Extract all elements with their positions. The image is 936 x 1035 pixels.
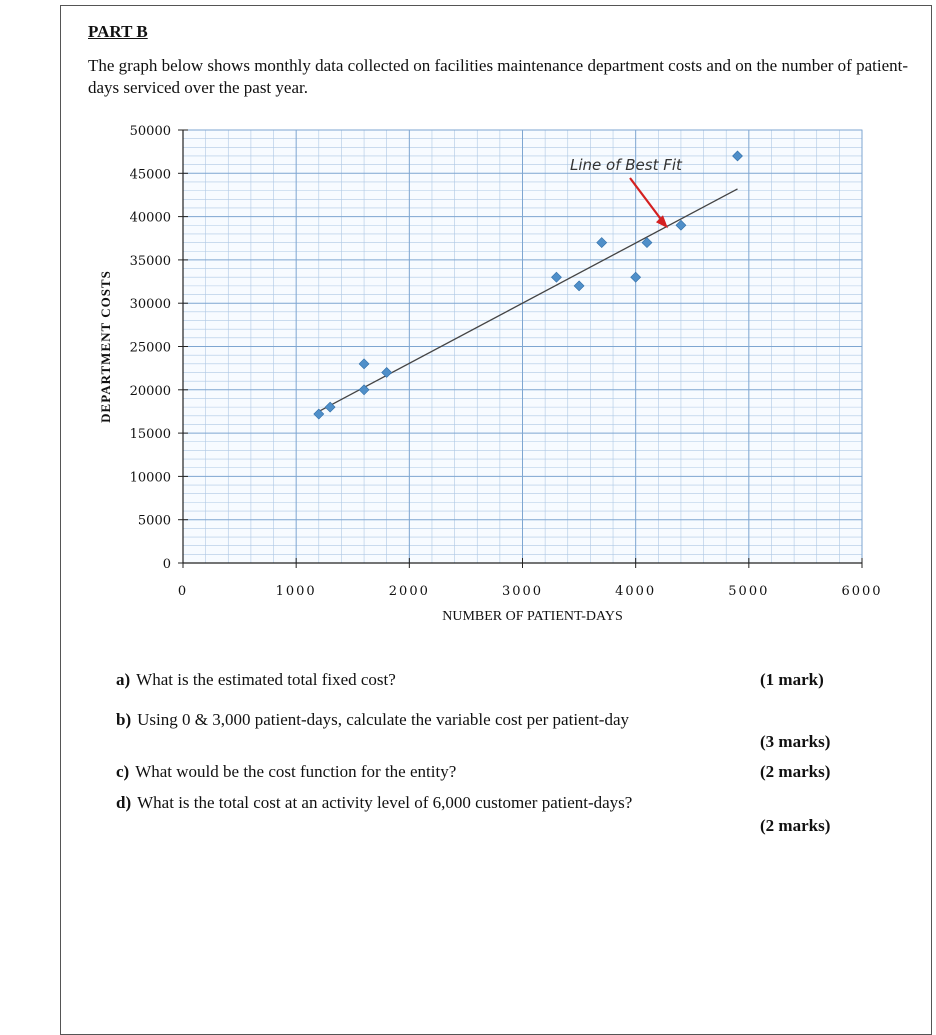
x-tick-label: 4000: [615, 584, 657, 599]
y-tick-label: 5000: [137, 513, 171, 529]
question-d: [116, 793, 632, 813]
question-b-marks: (3 marks): [760, 732, 831, 751]
question-b: [116, 710, 629, 730]
y-tick-label: 50000: [129, 124, 171, 139]
x-tick-label: 2000: [388, 584, 430, 599]
question-a-letter: a): [116, 670, 131, 689]
intro-paragraph: The graph below shows monthly data collected on facilities maintenance department costs and on the number of patient-days serviced over the past year.: [88, 56, 908, 97]
y-axis-title: DEPARTMENT COSTS: [98, 270, 113, 423]
question-c-letter: c): [116, 762, 130, 781]
y-tick-label: 0: [162, 557, 171, 572]
y-tick-label: 15000: [129, 427, 171, 443]
question-d-letter: d): [116, 793, 132, 812]
question-b-letter: b): [116, 710, 132, 729]
x-axis-title: NUMBER OF PATIENT-DAYS: [442, 609, 623, 624]
x-tick-label: 6000: [841, 584, 883, 599]
x-tick-label: 0: [177, 584, 189, 599]
y-tick-label: 20000: [129, 383, 171, 399]
question-a-marks: (1 mark): [760, 670, 824, 689]
y-tick-label: 10000: [129, 470, 171, 486]
x-tick-label: 1000: [275, 584, 317, 599]
question-c-marks: (2 marks): [760, 762, 831, 781]
question-c-text: What would be the cost function for the entity?: [135, 762, 457, 781]
question-d-text: What is the total cost at an activity level of 6,000 customer patient-days?: [137, 793, 633, 812]
y-tick-label: 35000: [129, 253, 171, 269]
question-a-text: What is the estimated total fixed cost?: [136, 670, 396, 689]
x-tick-label: 5000: [728, 584, 770, 599]
section-heading: PART B: [88, 22, 148, 41]
question-a: [116, 670, 396, 690]
question-b-text: Using 0 & 3,000 patient-days, calculate the variable cost per patient-day: [137, 710, 630, 729]
best-fit-annotation: Line of Best Fit: [570, 156, 682, 174]
question-c: [116, 762, 456, 782]
y-tick-label: 30000: [129, 297, 171, 313]
x-tick-label: 3000: [501, 584, 544, 599]
y-tick-label: 25000: [129, 340, 171, 356]
question-d-marks: (2 marks): [760, 816, 831, 835]
y-tick-label: 45000: [129, 167, 171, 183]
y-tick-label: 40000: [129, 210, 171, 226]
